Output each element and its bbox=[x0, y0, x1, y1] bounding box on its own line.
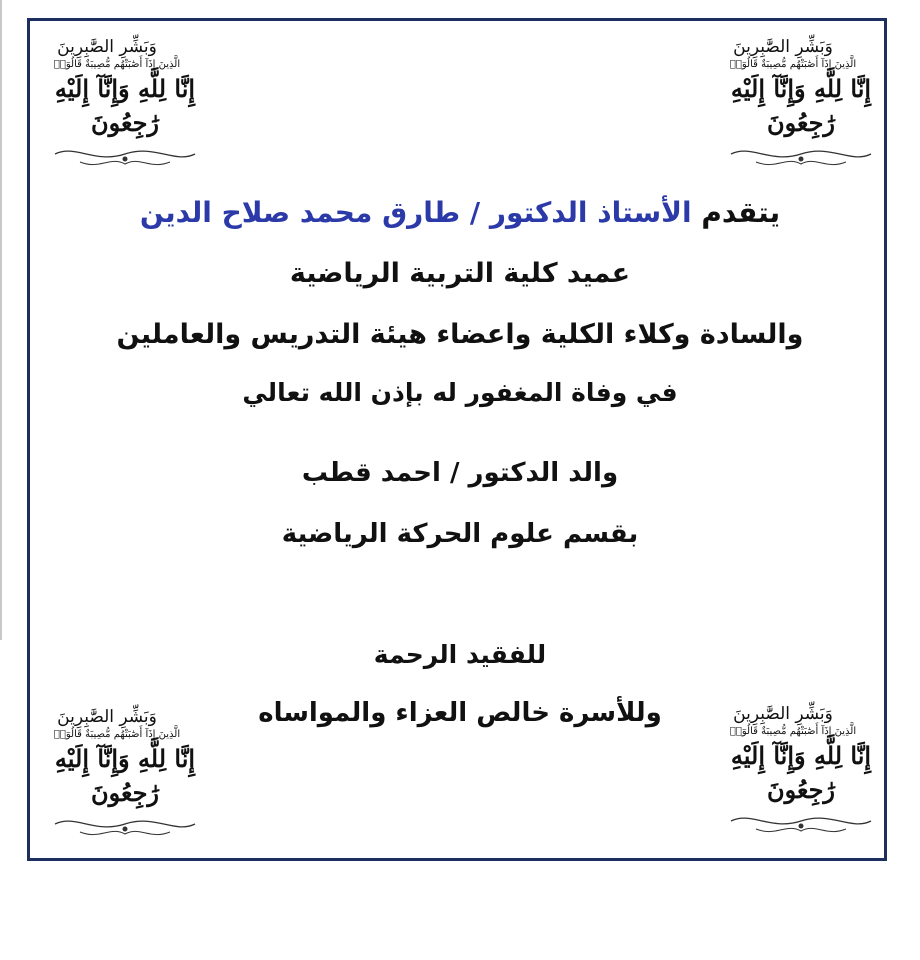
ornament-verse-line-3: إِنَّا لِلَّهِ وَإِنَّآ إِلَيْهِ رَٰجِعُونَ bbox=[54, 74, 196, 137]
announcement-line-department: بقسم علوم الحركة الرياضية bbox=[281, 519, 639, 549]
page-edge-line bbox=[0, 0, 2, 640]
announcement-line-staff: والسادة وكلاء الكلية واعضاء هيئة التدريس والعاملين bbox=[116, 319, 804, 350]
ornament-verse-line-1: وَبَشِّرِ الصَّٰبِرِينَ bbox=[733, 37, 833, 57]
flourish-icon bbox=[50, 812, 200, 842]
ornament-verse-line-2: الَّذِينَ إِذَآ أَصَٰبَتْهُم مُّصِيبَةٌ قَالُوٓا۟ bbox=[729, 726, 857, 737]
ornament-verse-line-1: وَبَشِّرِ الصَّٰبِرِينَ bbox=[57, 37, 157, 57]
presenter-name: الأستاذ الدكتور / طارق محمد صلاح الدين bbox=[139, 196, 692, 229]
quran-verse-ornament-top-left bbox=[30, 36, 220, 171]
flourish-icon bbox=[726, 142, 876, 172]
announcement-line-passing: في وفاة المغفور له بإذن الله تعالي bbox=[242, 378, 678, 407]
presenter-verb: يتقدم bbox=[701, 196, 781, 229]
ornament-verse-line-2: الَّذِينَ إِذَآ أَصَٰبَتْهُم مُّصِيبَةٌ قَالُوٓا۟ bbox=[53, 59, 181, 70]
quran-verse-ornament-top-right bbox=[706, 36, 896, 171]
ornament-verse-line-1: وَبَشِّرِ الصَّٰبِرِينَ bbox=[733, 704, 833, 724]
announcement-line-mercy: للفقيد الرحمة bbox=[373, 640, 547, 669]
ornament-verse-line-3: إِنَّا لِلَّهِ وَإِنَّآ إِلَيْهِ رَٰجِعُونَ bbox=[730, 741, 872, 804]
flourish-icon bbox=[50, 142, 200, 172]
ornament-verse-line-3: إِنَّا لِلَّهِ وَإِنَّآ إِلَيْهِ رَٰجِعُونَ bbox=[54, 744, 196, 807]
announcement-line-dean-title: عميد كلية التربية الرياضية bbox=[289, 258, 631, 289]
ornament-verse-line-3: إِنَّا لِلَّهِ وَإِنَّآ إِلَيْهِ رَٰجِعُونَ bbox=[730, 74, 872, 137]
announcement-line-condolences: وللأسرة خالص العزاء والمواساه bbox=[258, 698, 662, 728]
ornament-verse-line-2: الَّذِينَ إِذَآ أَصَٰبَتْهُم مُّصِيبَةٌ قَالُوٓا۟ bbox=[729, 59, 857, 70]
announcement-line-deceased: والد الدكتور / احمد قطب bbox=[301, 458, 619, 488]
flourish-icon bbox=[726, 809, 876, 839]
ornament-verse-line-1: وَبَشِّرِ الصَّٰبِرِينَ bbox=[57, 707, 157, 727]
ornament-verse-line-2: الَّذِينَ إِذَآ أَصَٰبَتْهُم مُّصِيبَةٌ قَالُوٓا۟ bbox=[53, 729, 181, 740]
announcement-line-presenter bbox=[60, 196, 860, 229]
